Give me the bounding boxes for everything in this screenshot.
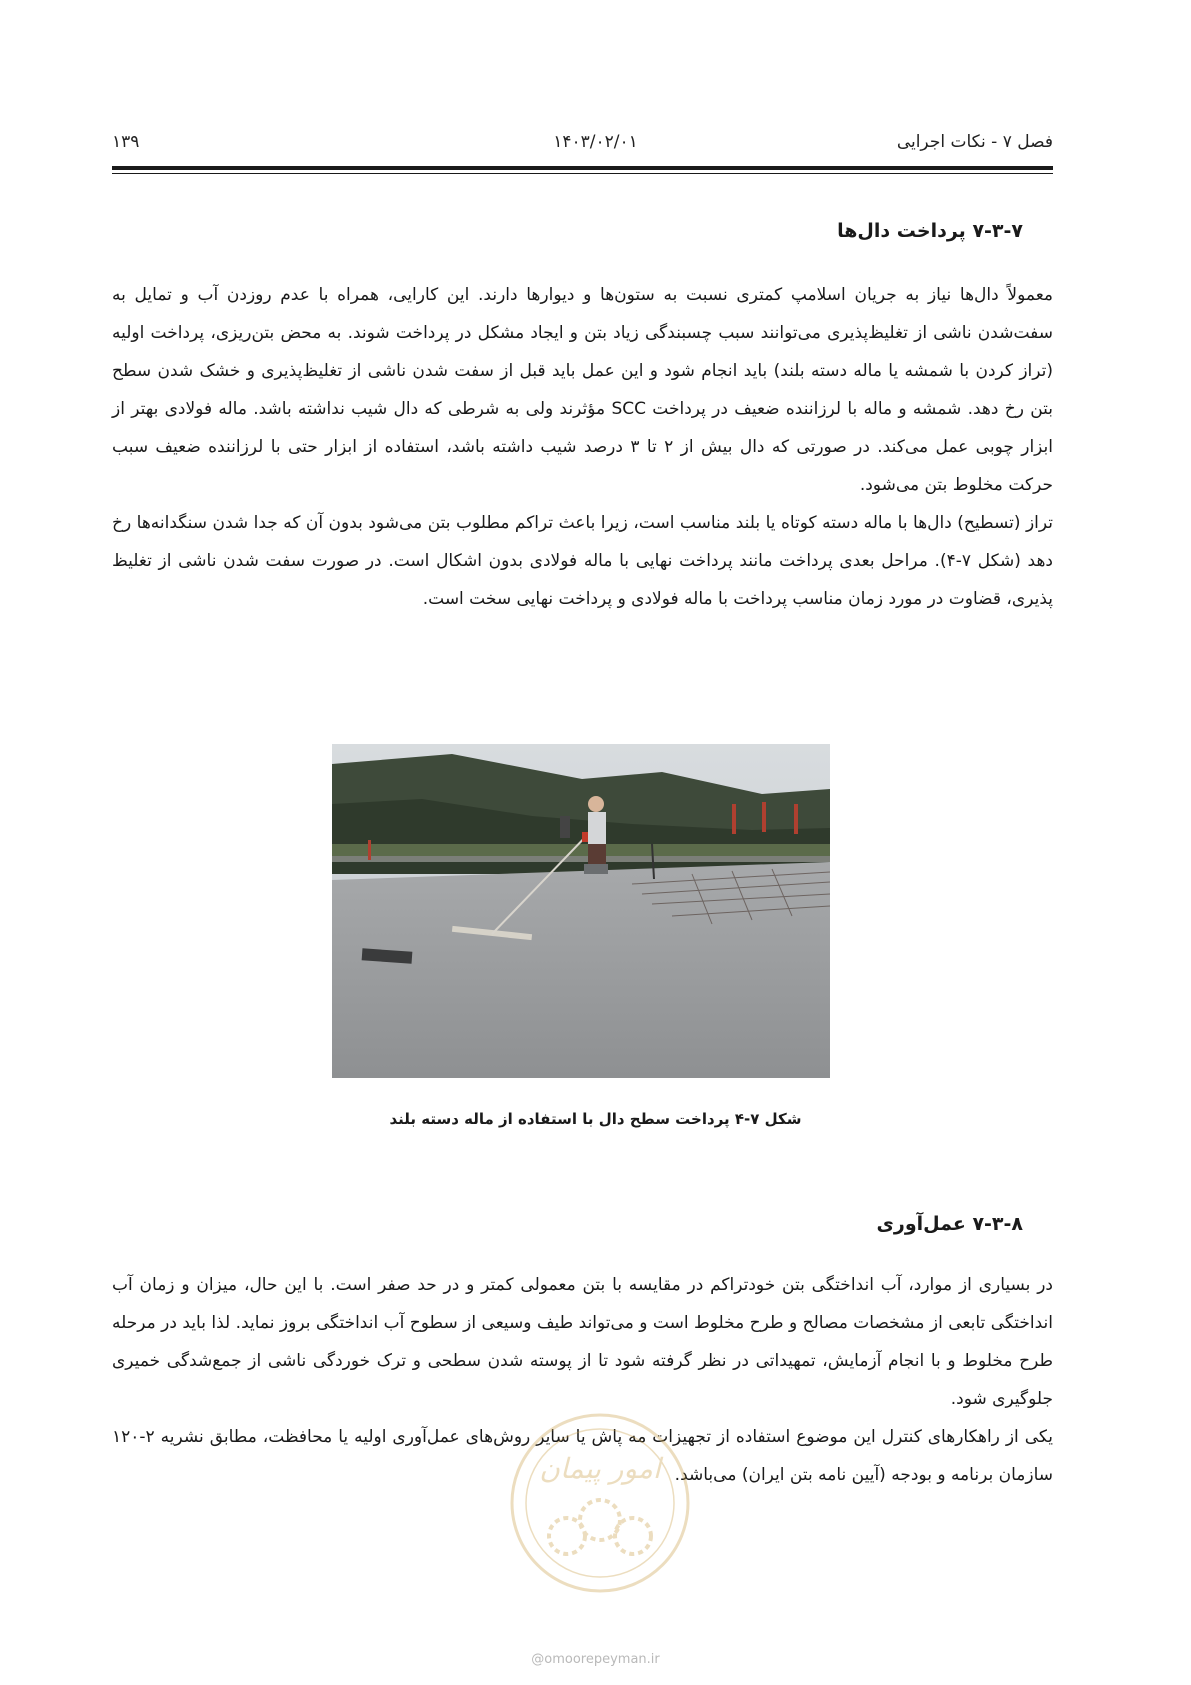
paragraph: تراز (تسطیح) دال‌ها با ماله دسته کوتاه یا بلند مناسب است، زیرا باعث تراکم مطلوب بتن می‌شود بدون آن که جدا شدن سنگدانه‌ها رخ دهد (شکل ۷-۴). مراحل بعدی پرداخت مانند پرداخت نهایی با ماله فولادی بدون اشکال است. در صورت سفت شدن ناشی از تغلیظ پذیری، قضاوت در مورد زمان مناسب پرداخت با ماله فولادی و پرداخت نهایی سخت است. <box>112 513 1053 609</box>
figure-caption: شکل ۷-۴ پرداخت سطح دال با استفاده از ماله دسته بلند <box>389 1110 802 1128</box>
chapter-title: فصل ۷ - نکات اجرایی <box>896 132 1053 152</box>
page-number: ۱۳۹ <box>112 132 140 152</box>
watermark-stamp-logo <box>505 1408 695 1598</box>
paragraph: یکی از راهکارهای کنترل این موضوع استفاده از تجهیزات مه پاش یا سایر روش‌های عمل‌آوری اولیه یا محافظت، مطابق نشریه ۲-۱۲۰ سازمان برنامه و بودجه (آیین نامه بتن ایران) می‌باشد. <box>112 1427 1053 1485</box>
header-date: ۱۴۰۳/۰۲/۰۱ <box>553 132 638 152</box>
paragraph: معمولاً دال‌ها نیاز به جریان اسلامپ کمتری نسبت به ستون‌ها و دیوارها دارند. این کارایی، همراه با عدم روزدن آب و تمایل به سفت‌شدن ناشی از تغلیظ‌پذیری می‌توانند سبب چسبندگی زیاد بتن و ایجاد مشکل در پرداخت شوند. به محض بتن‌ریزی، پرداخت اولیه (تراز کردن با شمشه یا ماله دسته بلند) باید انجام شود و این عمل باید قبل از سفت شدن ناشی از تغلیظ‌پذیری و خشک شدن سطح بتن رخ دهد. شمشه و ماله با لرزاننده ضعیف در پرداخت SCC مؤثرند ولی به شرطی که دال شیب نداشته باشد. ماله فولادی بهتر از ابزار چوبی عمل می‌کند. در صورتی که دال بیش از ۲ تا ۳ درصد شیب داشته باشد، استفاده از ابزار حتی با لرزاننده ضعیف سبب حرکت مخلوط بتن می‌شود. <box>112 285 1053 495</box>
header-rule <box>112 166 1053 170</box>
section-body-slab-finishing <box>112 276 1053 618</box>
svg-text:امور پیمان: امور پیمان <box>539 1452 661 1485</box>
section-heading-curing: ۷-۳-۸ عمل‌آوری <box>876 1213 1023 1235</box>
slab-finishing-photo <box>332 744 830 1078</box>
paragraph: در بسیاری از موارد، آب انداختگی بتن خودتراکم در مقایسه با بتن معمولی کمتر و در حد صفر است. با این حال، میزان و زمان آب انداختگی تابعی از مشخصات مصالح و طرح مخلوط است و می‌تواند طیف وسیعی از سطوح آب انداختگی بروز نماید. لذا باید در مرحله طرح مخلوط و با انجام آزمایش، تمهیداتی در نظر گرفته شود تا از پوسته شدن سطحی و ترک خوردگی ناشی از جمع‌شدگی خمیری جلوگیری شود. <box>112 1275 1053 1409</box>
section-heading-slab-finishing: ۷-۳-۷ پرداخت دال‌ها <box>837 220 1023 242</box>
header-rule-thin <box>112 173 1053 174</box>
watermark-url: @omoorepeyman.ir <box>531 1652 660 1667</box>
